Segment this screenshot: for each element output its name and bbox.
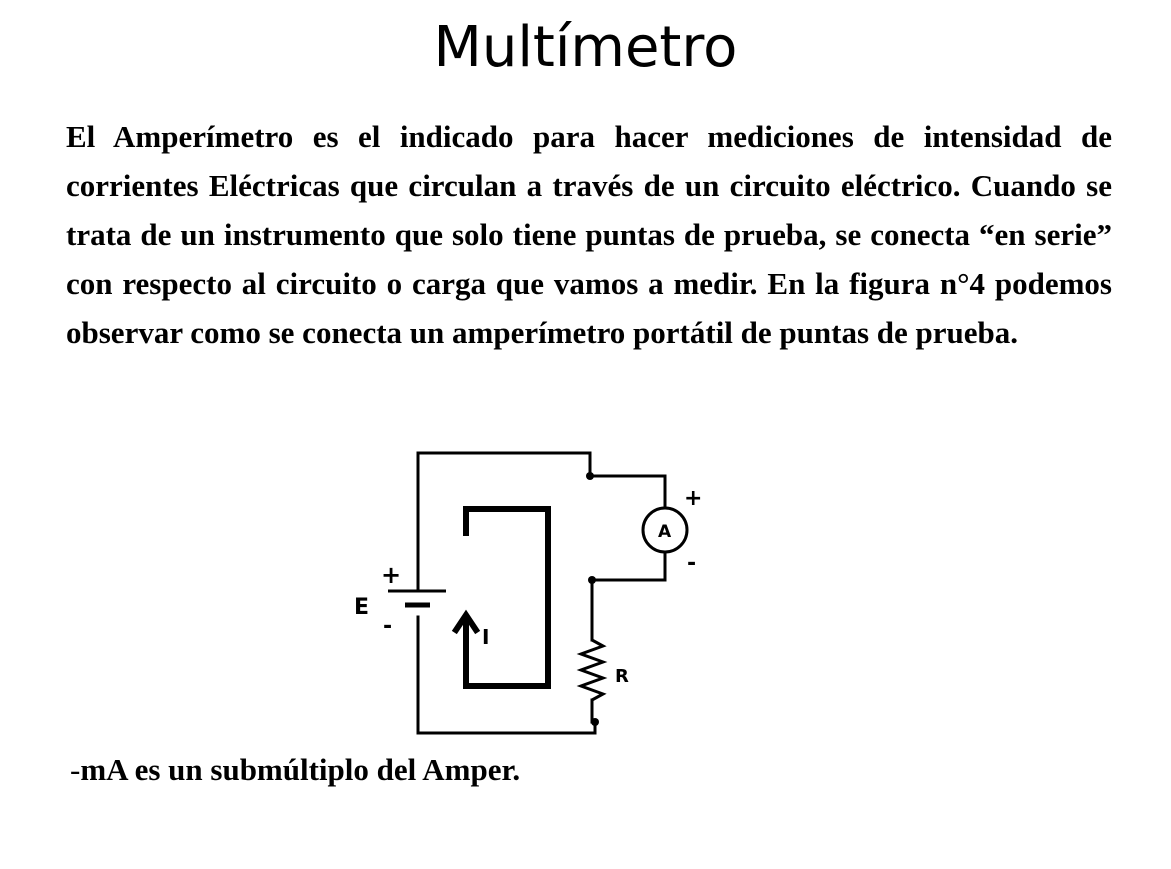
ammeter-minus-label: -	[687, 551, 697, 576]
battery-symbol	[388, 591, 446, 605]
wire-top	[418, 453, 590, 476]
source-minus-label: -	[383, 614, 393, 639]
wire-left-lower	[418, 617, 595, 733]
resistor-label: R	[615, 666, 629, 687]
footnote	[70, 752, 520, 788]
resistor-symbol	[581, 640, 603, 700]
wire-ammeter-top	[590, 476, 665, 508]
footnote-text: mA es un submúltiplo del Amper.	[80, 752, 521, 787]
body-paragraph: El Amperímetro es el indicado para hacer mediciones de intensidad de corrientes Eléctricas que circulan a través de un circuito eléctrico. Cuando se trata de un instrumento que solo tiene puntas de prueba, se conecta “en serie” con respecto al circuito o carga que vamos a medir. En la figura n°4 podemos observar como se conecta un amperímetro portátil de puntas de prueba.	[66, 119, 1112, 350]
wire-ammeter-bottom	[592, 552, 665, 580]
slide-title: Multímetro	[433, 15, 738, 80]
ammeter-label: A	[658, 522, 672, 542]
source-plus-label: +	[381, 561, 402, 589]
footnote-dash: -	[70, 752, 81, 787]
ammeter-plus-label: +	[684, 486, 703, 511]
current-flow-loop	[456, 509, 548, 686]
current-label: I	[482, 625, 490, 649]
source-label: E	[354, 595, 370, 620]
